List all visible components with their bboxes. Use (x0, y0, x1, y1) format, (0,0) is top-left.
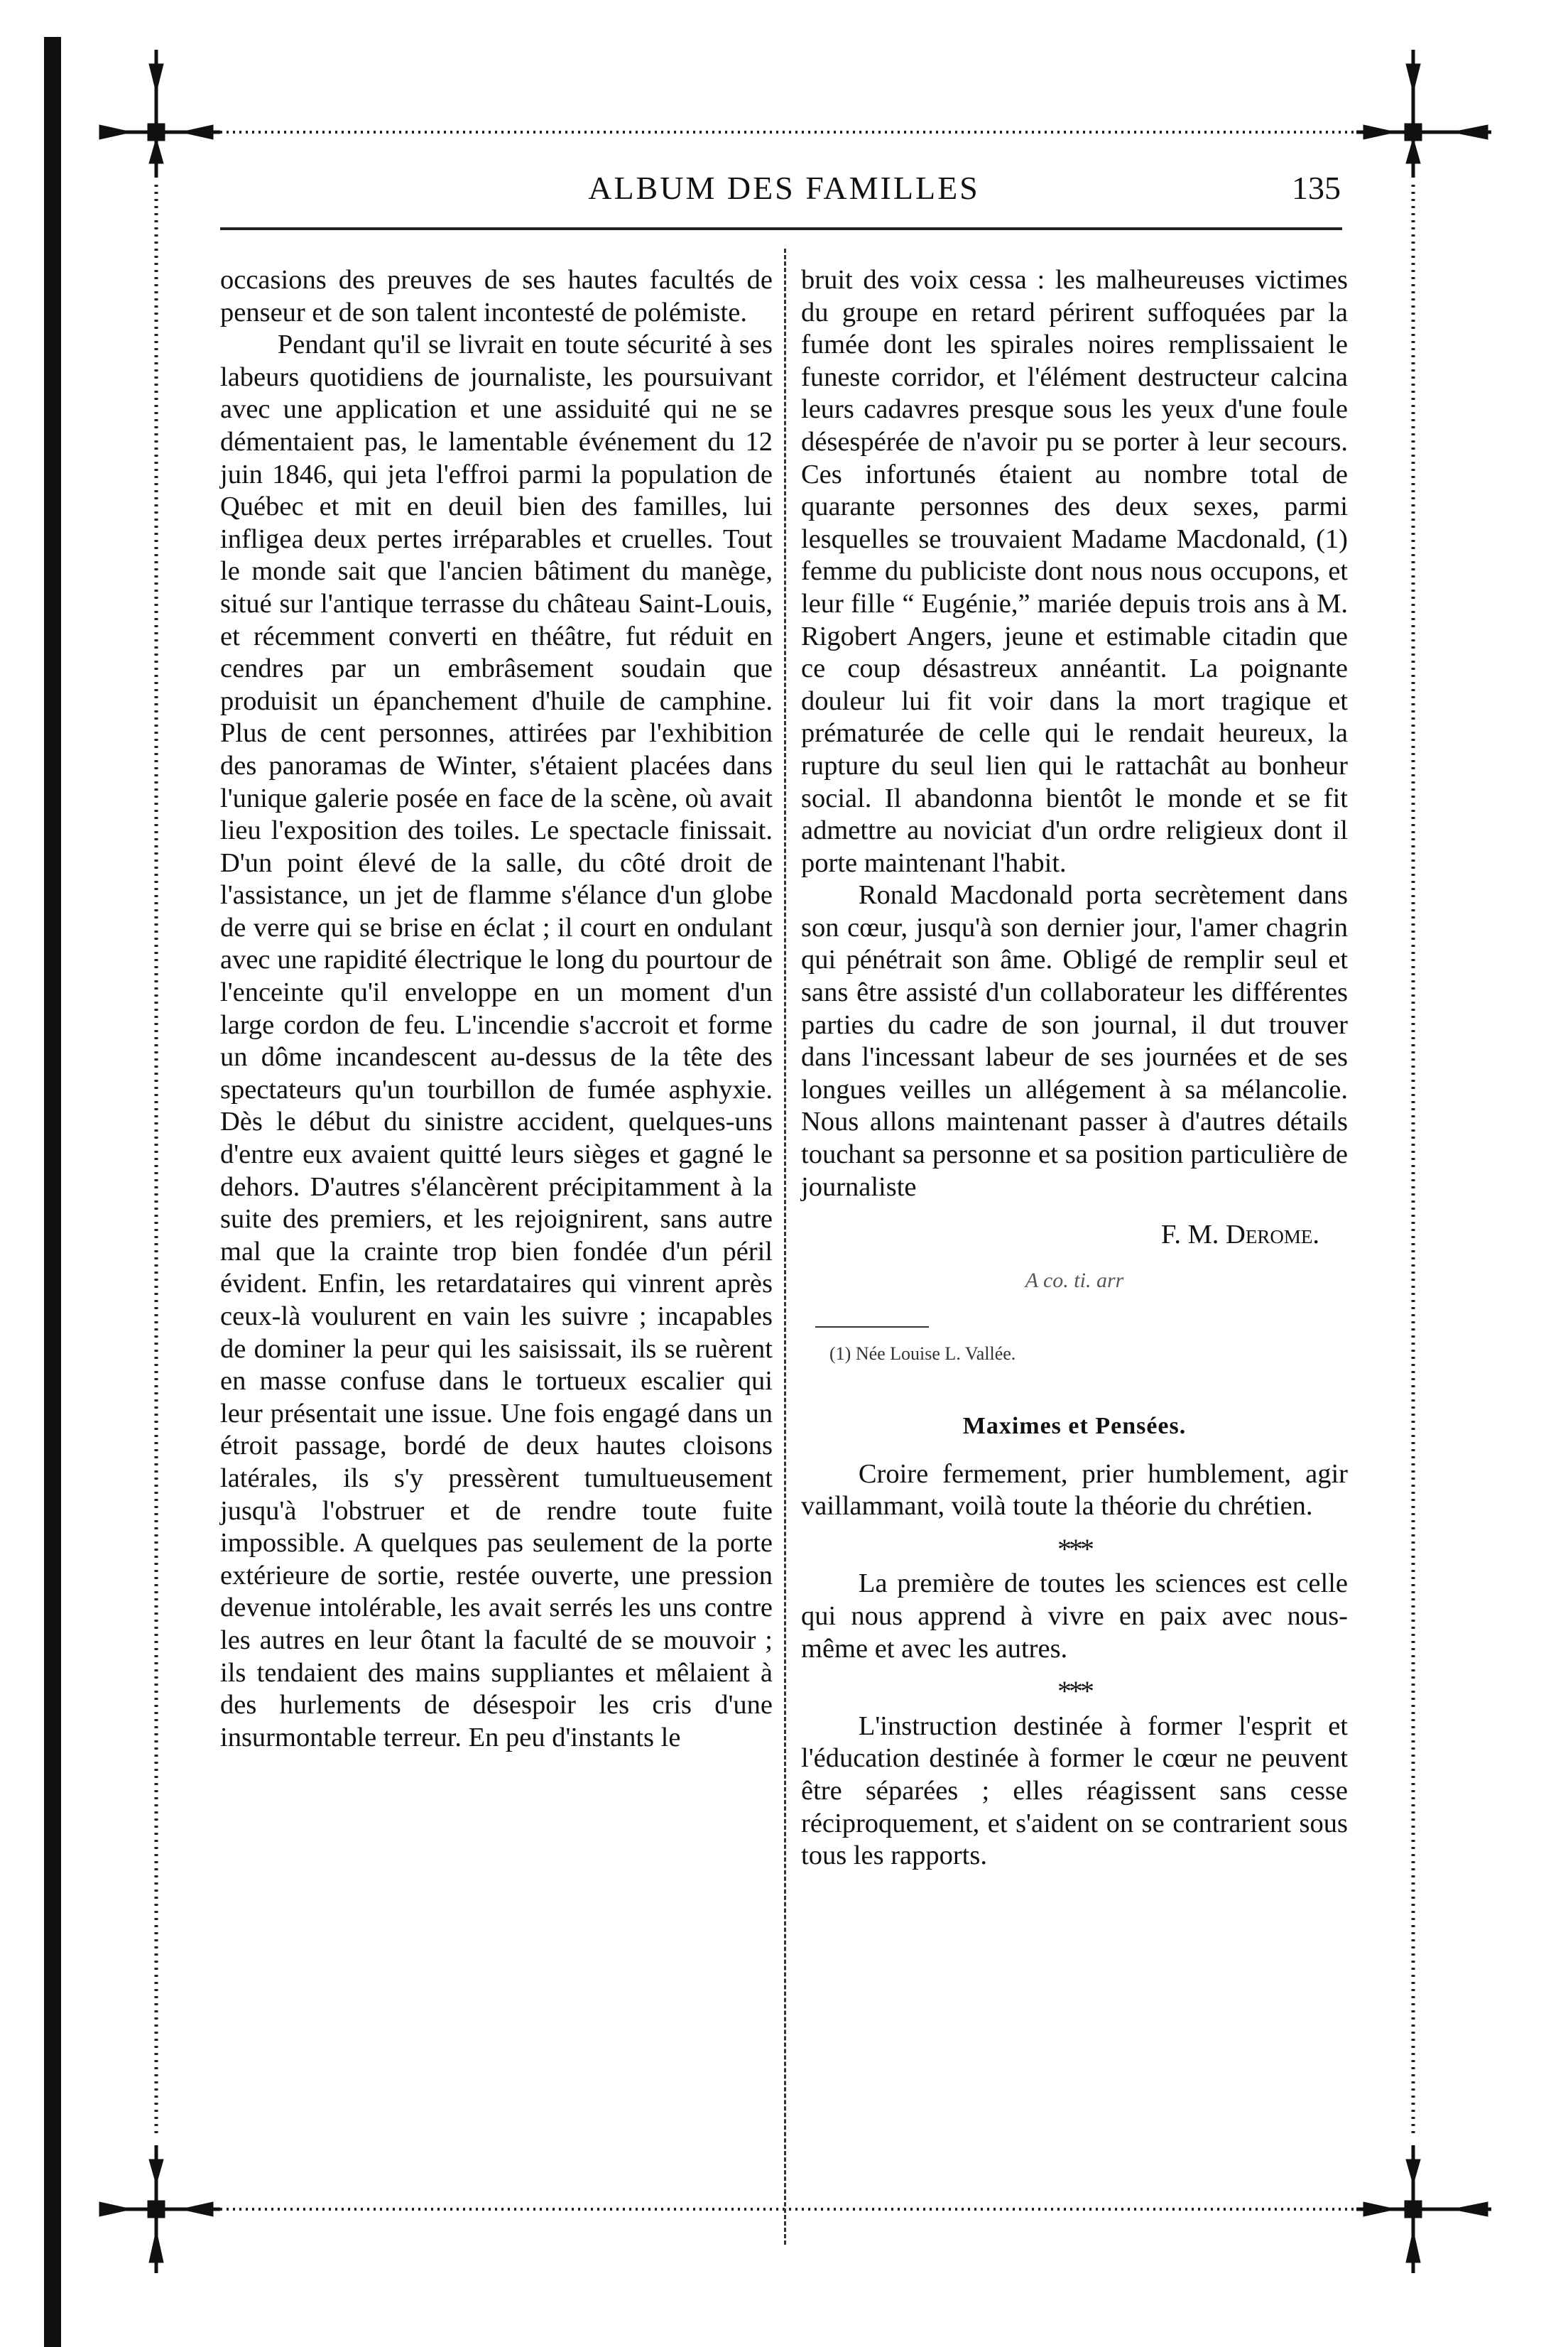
bottom-right-cross-ornament (1356, 2145, 1491, 2273)
maxim-1: Croire fermement, prier humblement, agir vaillammant, voilà toute la théorie du chrétien. (801, 1458, 1348, 1522)
maxim-3: L'instruction destinée à former l'esprit et l'éducation destinée à former le cœur ne peuvent être séparées ; elles réagissent sans cesse réciproquement, et s'aident on se contrarient sous tous les rapports. (801, 1711, 1348, 1871)
right-paragraph-2: Ronald Macdonald porta secrètement dans son cœur, jusqu'à son dernier jour, l'amer chagrin qui pénétrait son âme. Obligé de remplir seul et sans être assisté d'un collaborateur les différentes parties du cadre de son journal, il dut trouver dans l'incessant labeur de ses journées et de ses longues veilles un allégement à sa mélancolie. Nous allons maintenant passer à d'autres détails touchant sa personne et sa position particulière de journaliste (801, 880, 1348, 1202)
maxim-2: La première de toutes les sciences est celle qui nous apprend à vivre en paix avec nous-même et avec les autres. (801, 1568, 1348, 1664)
stars-separator: *** (1057, 1532, 1091, 1565)
top-right-cross-ornament (1356, 50, 1491, 178)
signature-place: A co. ti. arr (1025, 1268, 1124, 1292)
right-column (801, 264, 1348, 1872)
top-left-cross-ornament (99, 50, 220, 178)
right-paragraph-1: bruit des voix cessa : les malheureuses victimes du groupe en retard périrent suffoquées par la fumée dont les spirales noires remplissaient le funeste corridor, et l'élément destructeur calcina leurs cadavres presque sous les yeux d'une foule désespérée de n'avoir pu se porter à leur secours. Ces infortunés étaient au nombre total de quarante personnes des deux sexes, parmi lesquelles se trouvaient Madame Macdonald, (1) femme du publiciste dont nous nous occupons, et leur fille “ Eugénie,” mariée depuis trois ans à M. Rigobert Angers, jeune et estimable citadin que ce coup désastreux annéantit. La poignante douleur lui fit voir dans la mort tragique et prématurée de celle qui le rendait heureux, la rupture du seul lien qui le rattachât au bonheur social. Il abandonna bientôt le monde et se fit admettre au noviciat d'un ordre religieux dont il porte maintenant l'habit. (801, 265, 1348, 878)
page-number: 135 (1292, 170, 1341, 206)
column-divider (784, 249, 786, 2245)
left-paragraph-1: occasions des preuves de ses hautes facultés de penseur et de son talent incontesté de polémiste. (220, 265, 773, 327)
left-paragraph-2: Pendant qu'il se livrait en toute sécurité à ses labeurs quotidiens de journaliste, les poursuivant avec une application et une assiduité qui ne se démentaient pas, le lamentable événement du 12 juin 1846, qui jeta l'effroi parmi la population de Québec et mit en deuil bien des familles, lui infligea deux pertes irréparables et cruelles. Tout le monde sait que l'ancien bâtiment du manège, situé sur l'antique terrasse du château Saint-Louis, et récemment converti en théâtre, fut réduit en cendres par un embrâsement soudain que produisit un épanchement d'huile de camphine. Plus de cent personnes, attirées par l'exhibition des panoramas de Winter, s'étaient placées dans l'unique galerie posée en face de la scène, où avait lieu l'exposition des toiles. Le spectacle finissait. D'un point élevé de la salle, du côté droit de l'assistance, un jet de flamme s'élance d'un globe de verre qui se brise en éclat ; il court en ondulant avec une rapidité électrique le long du pourtour de l'enceinte qu'il enveloppe en un moment d'un large cordon de feu. L'incendie s'accroit et forme un dôme incandescent au-dessus de la tête des spectateurs qu'un tourbillon de fumée asphyxie. Dès le début du sinistre accident, quelques-uns d'entre eux avaient quitté leurs sièges et gagné le dehors. D'autres s'élancèrent précipitamment à la suite des premiers, et les rejoignirent, sans autre mal que la crainte trop bien fondée d'un péril évident. Enfin, les retardataires qui vinrent après ceux-là voulurent en vain les suivre ; incapables de dominer la peur qui les saisissait, ils se ruèrent en masse confuse dans le tortueux escalier qui leur présentait une issue. Une fois engagé dans un étroit passage, bordé de deux hautes cloisons latérales, ils s'y pressèrent tumultueusement jusqu'à l'obstruer et de rendre toute fuite impossible. A quelques pas seulement de la porte extérieure de sortie, restée ouverte, une pression devenue intolérable, les avait serrés les uns contre les autres en leur ôtant la faculté de se mouvoir ; ils tendaient des mains suppliantes et mêlaient à des hurlements de désespoir les cris d'une insurmontable terreur. En peu d'instants le (220, 330, 773, 1752)
left-column (220, 264, 773, 1754)
section-title: Maximes et Pensées. (962, 1413, 1187, 1439)
running-head-title: ALBUM DES FAMILLES (588, 170, 980, 206)
bottom-left-cross-ornament (99, 2145, 220, 2273)
footnote: (1) Née Louise L. Vallée. (829, 1343, 1016, 1365)
stars-separator: *** (1057, 1675, 1091, 1708)
footnote-rule (815, 1326, 929, 1328)
author-signature: F. M. Derome. (1161, 1220, 1319, 1250)
